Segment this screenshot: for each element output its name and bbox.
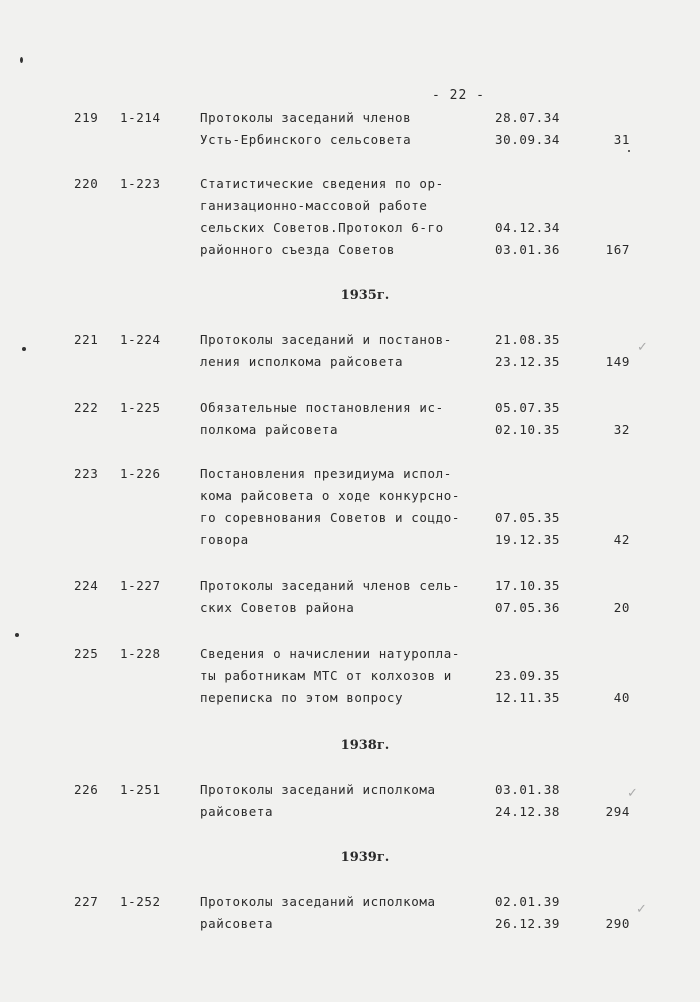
entry-title-line: ления исполкома райсовета bbox=[200, 354, 404, 369]
entry-title-line: Усть-Ербинского сельсовета bbox=[200, 132, 412, 147]
entry-end-date: 30.09.34 bbox=[495, 132, 561, 147]
entry-title-line: полкома райсовета bbox=[200, 422, 339, 437]
entry-title-line: переписка по этом вопросу bbox=[200, 690, 404, 705]
entry-sheet-count: 32 bbox=[613, 422, 630, 437]
entry-title-line: го соревнования Советов и соцдо- bbox=[200, 510, 461, 525]
entry-code: 1-251 bbox=[120, 782, 161, 797]
entry-number: 225 bbox=[74, 646, 99, 661]
entry-end-date: 23.12.35 bbox=[495, 354, 561, 369]
entry-number: 220 bbox=[74, 176, 99, 191]
entry-title-line: Протоколы заседаний и постанов- bbox=[200, 332, 452, 347]
pencil-check-mark: ✓ bbox=[636, 902, 647, 917]
year-heading: 1938г. bbox=[340, 738, 390, 753]
entry-start-date: 07.05.35 bbox=[495, 510, 561, 525]
entry-end-date: 26.12.39 bbox=[495, 916, 561, 931]
year-heading: 1939г. bbox=[340, 850, 390, 865]
entry-code: 1-223 bbox=[120, 176, 161, 191]
entry-title-line: райсовета bbox=[200, 804, 274, 819]
entry-start-date: 21.08.35 bbox=[495, 332, 561, 347]
pencil-check-mark: ✓ bbox=[637, 340, 648, 355]
entry-code: 1-225 bbox=[120, 400, 161, 415]
entry-start-date: 23.09.35 bbox=[495, 668, 561, 683]
entry-title-line: Обязательные постановления ис- bbox=[200, 400, 444, 415]
entry-start-date: 28.07.34 bbox=[495, 110, 561, 125]
entry-title-line: Протоколы заседаний членов bbox=[200, 110, 412, 125]
entry-title-line: Постановления президиума испол- bbox=[200, 466, 452, 481]
entry-end-date: 03.01.36 bbox=[495, 242, 561, 257]
entry-sheet-count: 40 bbox=[613, 690, 630, 705]
scan-speck bbox=[22, 347, 26, 351]
year-heading: 1935г. bbox=[340, 288, 390, 303]
entry-code: 1-228 bbox=[120, 646, 161, 661]
entry-sheet-count: 290 bbox=[605, 916, 630, 931]
entry-sheet-count: 42 bbox=[613, 532, 630, 547]
entry-number: 223 bbox=[74, 466, 99, 481]
entry-title-line: Сведения о начислении натуропла- bbox=[200, 646, 461, 661]
entry-code: 1-224 bbox=[120, 332, 161, 347]
entry-title-line: ских Советов района bbox=[200, 600, 355, 615]
entry-end-date: 12.11.35 bbox=[495, 690, 561, 705]
entry-title-line: Статистические сведения по ор- bbox=[200, 176, 444, 191]
pencil-check-mark: ✓ bbox=[627, 786, 638, 801]
entry-start-date: 04.12.34 bbox=[495, 220, 561, 235]
entry-title-line: сельских Советов.Протокол 6-го bbox=[200, 220, 444, 235]
scan-speck bbox=[20, 57, 23, 63]
entry-title-line: Протоколы заседаний исполкома bbox=[200, 782, 436, 797]
entry-number: 224 bbox=[74, 578, 99, 593]
entry-sheet-count: 294 bbox=[605, 804, 630, 819]
entry-end-date: 19.12.35 bbox=[495, 532, 561, 547]
entry-start-date: 02.01.39 bbox=[495, 894, 561, 909]
entry-title-line: районного съезда Советов bbox=[200, 242, 396, 257]
entry-title-line: Протоколы заседаний исполкома bbox=[200, 894, 436, 909]
scan-speck bbox=[628, 150, 630, 152]
entry-start-date: 03.01.38 bbox=[495, 782, 561, 797]
entry-start-date: 17.10.35 bbox=[495, 578, 561, 593]
entry-sheet-count: 20 bbox=[613, 600, 630, 615]
scan-speck bbox=[15, 633, 19, 637]
entry-number: 226 bbox=[74, 782, 99, 797]
entry-code: 1-227 bbox=[120, 578, 161, 593]
entry-code: 1-252 bbox=[120, 894, 161, 909]
entry-sheet-count: 149 bbox=[605, 354, 630, 369]
entry-sheet-count: 31 bbox=[613, 132, 630, 147]
entry-end-date: 07.05.36 bbox=[495, 600, 561, 615]
entry-code: 1-214 bbox=[120, 110, 161, 125]
entry-number: 221 bbox=[74, 332, 99, 347]
entry-number: 227 bbox=[74, 894, 99, 909]
entry-title-line: говора bbox=[200, 532, 249, 547]
entry-code: 1-226 bbox=[120, 466, 161, 481]
entry-title-line: кома райсовета о ходе конкурсно- bbox=[200, 488, 461, 503]
entry-title-line: Протоколы заседаний членов сель- bbox=[200, 578, 461, 593]
entry-number: 219 bbox=[74, 110, 99, 125]
entry-title-line: райсовета bbox=[200, 916, 274, 931]
page-number: - 22 - bbox=[432, 88, 485, 103]
entry-title-line: ты работникам МТС от колхозов и bbox=[200, 668, 452, 683]
entry-number: 222 bbox=[74, 400, 99, 415]
entry-end-date: 02.10.35 bbox=[495, 422, 561, 437]
entry-start-date: 05.07.35 bbox=[495, 400, 561, 415]
entry-end-date: 24.12.38 bbox=[495, 804, 561, 819]
entry-sheet-count: 167 bbox=[605, 242, 630, 257]
entry-title-line: ганизационно-массовой работе bbox=[200, 198, 428, 213]
